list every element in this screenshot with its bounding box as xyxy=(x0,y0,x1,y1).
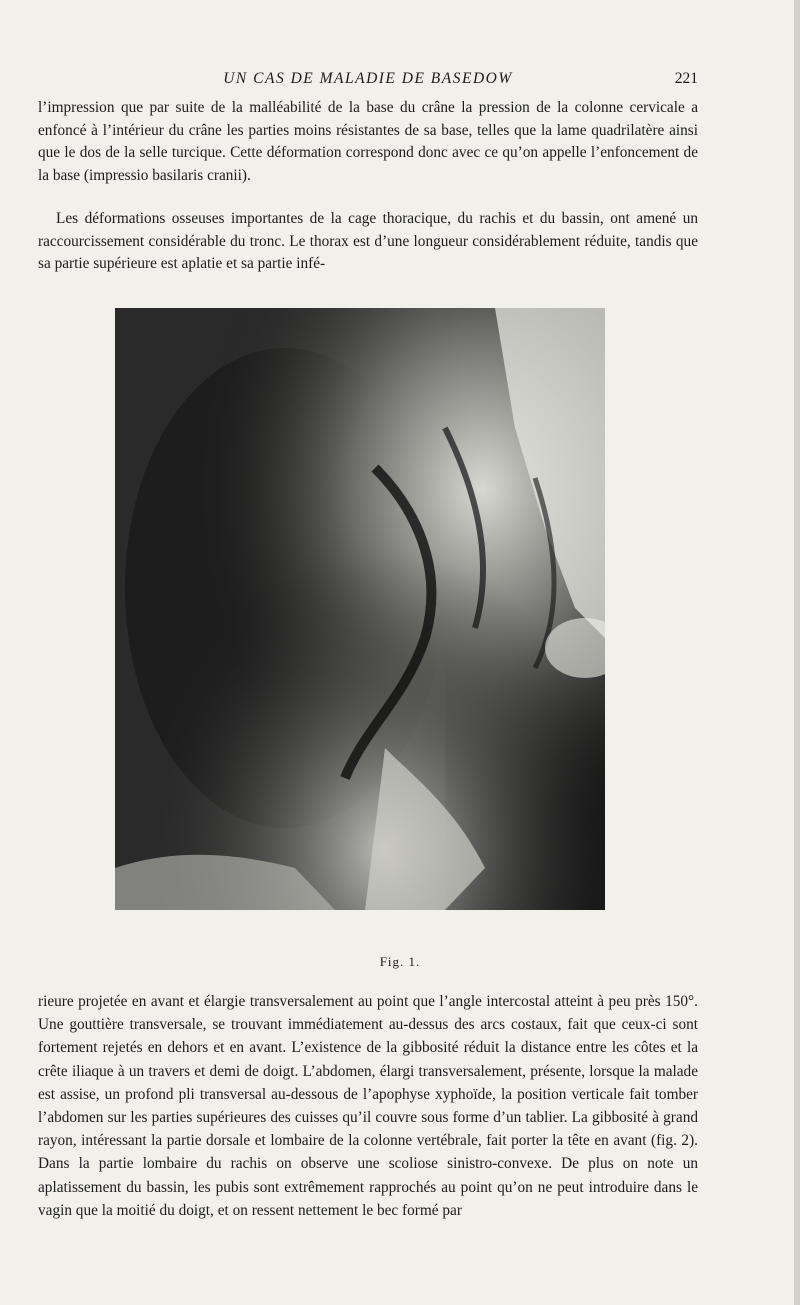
paragraph-3: rieure projetée en avant et élargie transversalement au point que l’angle intercostal atteint à peu près 150°. Une gouttière transversale, se trouvant immédiatement au-dessus des arcs costaux, fait que ceux-ci sont fortement rejetés en dehors et en avant. L’existence de la gibbosité réduit la distance entre les côtes et la crête iliaque à un travers et demi de doigt. L’abdomen, élargi transversalement, présente, lorsque la malade est assise, un profond pli transversal au-dessous de l’apophyse xyphoïde, la position verticale fait tomber l’abdomen sur les parties supérieures des cuisses qu’il couvre sous forme d’un tablier. La gibbosité à grand rayon, intéressant la partie dorsale et lombaire de la colonne vertébrale, fait porter la tête en avant (fig. 2). Dans la partie lombaire du rachis on observe une scoliose sinistro-convexe. De plus on note un aplatissement du bassin, les pubis sont extrêmement rapprochés au point qu’on ne peut introduire dans le vagin que la moitié du doigt, et on ressent nettement le bec formé par xyxy=(38,993,698,1219)
paragraph-2: Les déformations osseuses importantes de la cage thoracique, du rachis et du bassin, ont amené un raccourcissement considérable du tronc. Le thorax est d’une longueur considérablement réduite, tandis que sa partie supérieure est aplatie et sa partie infé- xyxy=(38,210,698,273)
page-edge xyxy=(794,0,800,1305)
running-header xyxy=(38,70,698,94)
figure-caption: Fig. 1. xyxy=(379,954,421,969)
paragraph-1: l’impression que par suite de la malléabilité de la base du crâne la pression de la colonne cervicale a enfoncé à l’intérieur du crâne les parties moins résistantes de sa base, telles que la lame quadrilatère ainsi que le dos de la selle turcique. Cette déformation correspond donc avec ce qu’on appelle l’enfoncement de la base (impressio basilaris cranii). xyxy=(38,99,698,184)
running-title: UN CAS DE MALADIE DE BASEDOW xyxy=(223,70,513,87)
xray-image xyxy=(115,308,605,910)
page-number: 221 xyxy=(674,70,698,87)
xray-figure xyxy=(115,308,605,910)
